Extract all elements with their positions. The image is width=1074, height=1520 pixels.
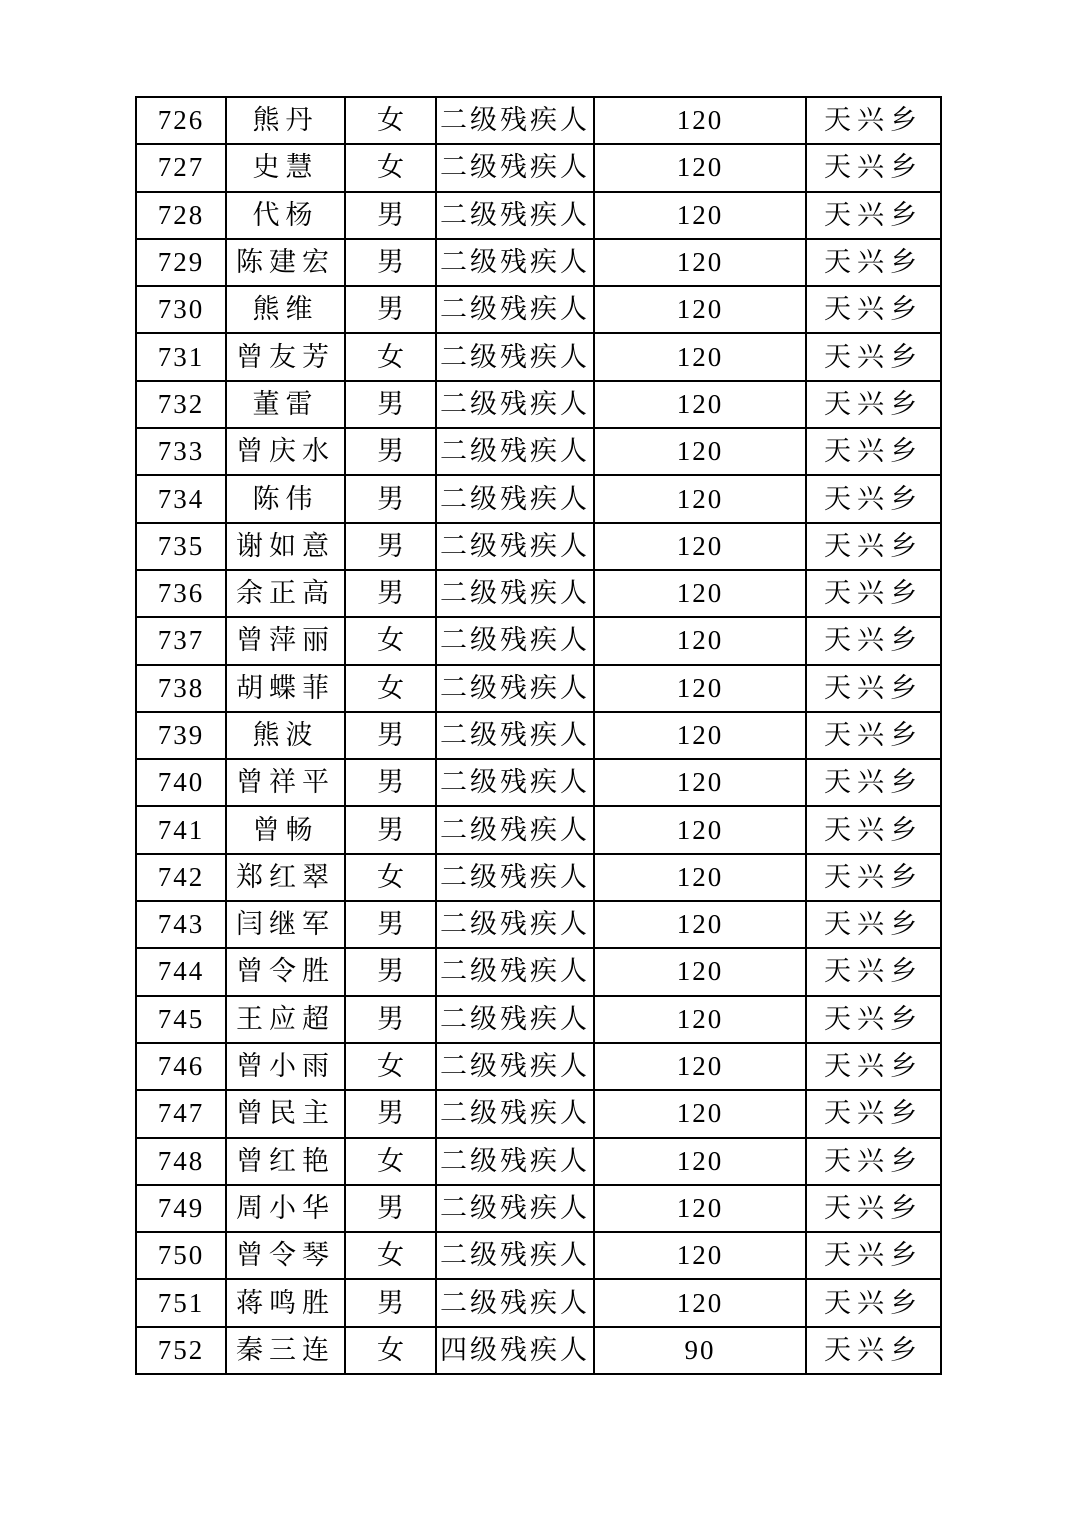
cell-gender: 女 [345, 144, 436, 191]
cell-amount: 120 [594, 286, 806, 333]
cell-serial-number: 744 [136, 948, 226, 995]
cell-amount: 120 [594, 333, 806, 380]
cell-name: 曾友芳 [226, 333, 345, 380]
cell-gender: 男 [345, 712, 436, 759]
cell-serial-number: 740 [136, 759, 226, 806]
cell-serial-number: 730 [136, 286, 226, 333]
cell-amount: 120 [594, 1232, 806, 1279]
cell-category: 二级残疾人 [436, 570, 594, 617]
cell-amount: 120 [594, 759, 806, 806]
cell-township: 天兴乡 [806, 901, 941, 948]
cell-serial-number: 747 [136, 1090, 226, 1137]
cell-name: 胡蝶菲 [226, 665, 345, 712]
cell-township: 天兴乡 [806, 712, 941, 759]
table-row [136, 144, 941, 191]
cell-amount: 120 [594, 192, 806, 239]
cell-serial-number: 742 [136, 854, 226, 901]
cell-gender: 男 [345, 759, 436, 806]
cell-serial-number: 728 [136, 192, 226, 239]
cell-amount: 120 [594, 1090, 806, 1137]
cell-name: 陈建宏 [226, 239, 345, 286]
cell-township: 天兴乡 [806, 759, 941, 806]
table-row [136, 1138, 941, 1185]
cell-category: 二级残疾人 [436, 759, 594, 806]
cell-name: 谢如意 [226, 523, 345, 570]
cell-gender: 男 [345, 1279, 436, 1326]
cell-serial-number: 748 [136, 1138, 226, 1185]
cell-serial-number: 727 [136, 144, 226, 191]
cell-township: 天兴乡 [806, 381, 941, 428]
cell-amount: 120 [594, 1279, 806, 1326]
cell-gender: 女 [345, 854, 436, 901]
cell-gender: 男 [345, 806, 436, 853]
cell-category: 二级残疾人 [436, 333, 594, 380]
cell-township: 天兴乡 [806, 1043, 941, 1090]
cell-name: 曾民主 [226, 1090, 345, 1137]
cell-category: 二级残疾人 [436, 1043, 594, 1090]
cell-category: 二级残疾人 [436, 239, 594, 286]
table-row [136, 1279, 941, 1326]
cell-category: 二级残疾人 [436, 948, 594, 995]
cell-township: 天兴乡 [806, 854, 941, 901]
cell-township: 天兴乡 [806, 239, 941, 286]
cell-category: 二级残疾人 [436, 665, 594, 712]
cell-category: 二级残疾人 [436, 1138, 594, 1185]
cell-amount: 120 [594, 428, 806, 475]
cell-name: 曾小雨 [226, 1043, 345, 1090]
cell-name: 曾萍丽 [226, 617, 345, 664]
cell-category: 四级残疾人 [436, 1327, 594, 1374]
cell-category: 二级残疾人 [436, 901, 594, 948]
cell-serial-number: 752 [136, 1327, 226, 1374]
cell-township: 天兴乡 [806, 428, 941, 475]
cell-name: 熊丹 [226, 97, 345, 144]
cell-serial-number: 735 [136, 523, 226, 570]
cell-gender: 男 [345, 381, 436, 428]
table-row [136, 192, 941, 239]
cell-gender: 男 [345, 286, 436, 333]
table-body [136, 97, 941, 1374]
cell-township: 天兴乡 [806, 1185, 941, 1232]
cell-name: 秦三连 [226, 1327, 345, 1374]
cell-serial-number: 732 [136, 381, 226, 428]
beneficiary-table [135, 96, 942, 1375]
cell-name: 熊维 [226, 286, 345, 333]
cell-serial-number: 741 [136, 806, 226, 853]
cell-township: 天兴乡 [806, 1279, 941, 1326]
cell-name: 周小华 [226, 1185, 345, 1232]
table-row [136, 665, 941, 712]
cell-township: 天兴乡 [806, 665, 941, 712]
table-row [136, 1185, 941, 1232]
cell-serial-number: 734 [136, 475, 226, 522]
table-row [136, 475, 941, 522]
cell-township: 天兴乡 [806, 1327, 941, 1374]
cell-amount: 120 [594, 97, 806, 144]
table-row [136, 806, 941, 853]
cell-amount: 120 [594, 239, 806, 286]
cell-category: 二级残疾人 [436, 192, 594, 239]
cell-gender: 男 [345, 948, 436, 995]
table-row [136, 381, 941, 428]
table-row [136, 712, 941, 759]
cell-gender: 女 [345, 1327, 436, 1374]
cell-gender: 女 [345, 333, 436, 380]
cell-name: 代杨 [226, 192, 345, 239]
table-row [136, 854, 941, 901]
cell-serial-number: 736 [136, 570, 226, 617]
cell-township: 天兴乡 [806, 948, 941, 995]
cell-gender: 女 [345, 1232, 436, 1279]
cell-category: 二级残疾人 [436, 854, 594, 901]
table-row [136, 996, 941, 1043]
cell-amount: 120 [594, 806, 806, 853]
table-row [136, 617, 941, 664]
cell-gender: 男 [345, 192, 436, 239]
cell-amount: 120 [594, 712, 806, 759]
cell-category: 二级残疾人 [436, 428, 594, 475]
cell-township: 天兴乡 [806, 144, 941, 191]
cell-gender: 男 [345, 570, 436, 617]
cell-gender: 男 [345, 1185, 436, 1232]
cell-gender: 女 [345, 665, 436, 712]
table-row [136, 428, 941, 475]
cell-amount: 120 [594, 1185, 806, 1232]
cell-serial-number: 746 [136, 1043, 226, 1090]
cell-amount: 120 [594, 617, 806, 664]
cell-name: 曾庆水 [226, 428, 345, 475]
cell-serial-number: 739 [136, 712, 226, 759]
cell-amount: 120 [594, 948, 806, 995]
cell-gender: 男 [345, 239, 436, 286]
table-row [136, 333, 941, 380]
cell-gender: 男 [345, 996, 436, 1043]
cell-amount: 90 [594, 1327, 806, 1374]
cell-gender: 男 [345, 475, 436, 522]
cell-name: 余正高 [226, 570, 345, 617]
cell-name: 曾红艳 [226, 1138, 345, 1185]
cell-amount: 120 [594, 475, 806, 522]
cell-gender: 女 [345, 1043, 436, 1090]
cell-township: 天兴乡 [806, 1232, 941, 1279]
cell-category: 二级残疾人 [436, 475, 594, 522]
cell-serial-number: 731 [136, 333, 226, 380]
cell-category: 二级残疾人 [436, 996, 594, 1043]
table-row [136, 1090, 941, 1137]
cell-name: 史慧 [226, 144, 345, 191]
cell-serial-number: 751 [136, 1279, 226, 1326]
cell-name: 曾令琴 [226, 1232, 345, 1279]
cell-category: 二级残疾人 [436, 381, 594, 428]
cell-amount: 120 [594, 901, 806, 948]
cell-township: 天兴乡 [806, 523, 941, 570]
table-row [136, 1232, 941, 1279]
cell-township: 天兴乡 [806, 1138, 941, 1185]
cell-township: 天兴乡 [806, 475, 941, 522]
cell-serial-number: 750 [136, 1232, 226, 1279]
table-row [136, 948, 941, 995]
cell-amount: 120 [594, 1138, 806, 1185]
cell-amount: 120 [594, 665, 806, 712]
cell-category: 二级残疾人 [436, 286, 594, 333]
cell-serial-number: 726 [136, 97, 226, 144]
cell-amount: 120 [594, 381, 806, 428]
cell-township: 天兴乡 [806, 97, 941, 144]
cell-township: 天兴乡 [806, 806, 941, 853]
cell-category: 二级残疾人 [436, 97, 594, 144]
cell-serial-number: 737 [136, 617, 226, 664]
table-row [136, 901, 941, 948]
cell-township: 天兴乡 [806, 1090, 941, 1137]
cell-amount: 120 [594, 854, 806, 901]
cell-serial-number: 729 [136, 239, 226, 286]
cell-name: 闫继军 [226, 901, 345, 948]
cell-township: 天兴乡 [806, 192, 941, 239]
cell-gender: 女 [345, 97, 436, 144]
cell-category: 二级残疾人 [436, 806, 594, 853]
cell-gender: 男 [345, 523, 436, 570]
table-row [136, 1043, 941, 1090]
cell-serial-number: 749 [136, 1185, 226, 1232]
cell-amount: 120 [594, 570, 806, 617]
cell-category: 二级残疾人 [436, 144, 594, 191]
cell-name: 陈伟 [226, 475, 345, 522]
table-row [136, 239, 941, 286]
cell-amount: 120 [594, 144, 806, 191]
cell-name: 郑红翠 [226, 854, 345, 901]
table-row [136, 286, 941, 333]
table-row [136, 759, 941, 806]
cell-gender: 男 [345, 428, 436, 475]
cell-category: 二级残疾人 [436, 1185, 594, 1232]
cell-name: 曾令胜 [226, 948, 345, 995]
cell-gender: 男 [345, 1090, 436, 1137]
cell-amount: 120 [594, 1043, 806, 1090]
cell-gender: 男 [345, 901, 436, 948]
table-row [136, 523, 941, 570]
cell-township: 天兴乡 [806, 617, 941, 664]
cell-serial-number: 733 [136, 428, 226, 475]
table-row [136, 570, 941, 617]
cell-serial-number: 745 [136, 996, 226, 1043]
cell-name: 曾畅 [226, 806, 345, 853]
cell-category: 二级残疾人 [436, 617, 594, 664]
cell-category: 二级残疾人 [436, 1090, 594, 1137]
cell-name: 熊波 [226, 712, 345, 759]
cell-township: 天兴乡 [806, 570, 941, 617]
cell-township: 天兴乡 [806, 996, 941, 1043]
cell-township: 天兴乡 [806, 286, 941, 333]
cell-serial-number: 743 [136, 901, 226, 948]
cell-amount: 120 [594, 523, 806, 570]
cell-name: 王应超 [226, 996, 345, 1043]
cell-name: 蒋鸣胜 [226, 1279, 345, 1326]
cell-name: 董雷 [226, 381, 345, 428]
cell-serial-number: 738 [136, 665, 226, 712]
table-row [136, 1327, 941, 1374]
cell-category: 二级残疾人 [436, 1232, 594, 1279]
cell-category: 二级残疾人 [436, 712, 594, 759]
cell-township: 天兴乡 [806, 333, 941, 380]
cell-name: 曾祥平 [226, 759, 345, 806]
cell-category: 二级残疾人 [436, 523, 594, 570]
cell-gender: 女 [345, 1138, 436, 1185]
table-row [136, 97, 941, 144]
cell-category: 二级残疾人 [436, 1279, 594, 1326]
cell-gender: 女 [345, 617, 436, 664]
cell-amount: 120 [594, 996, 806, 1043]
